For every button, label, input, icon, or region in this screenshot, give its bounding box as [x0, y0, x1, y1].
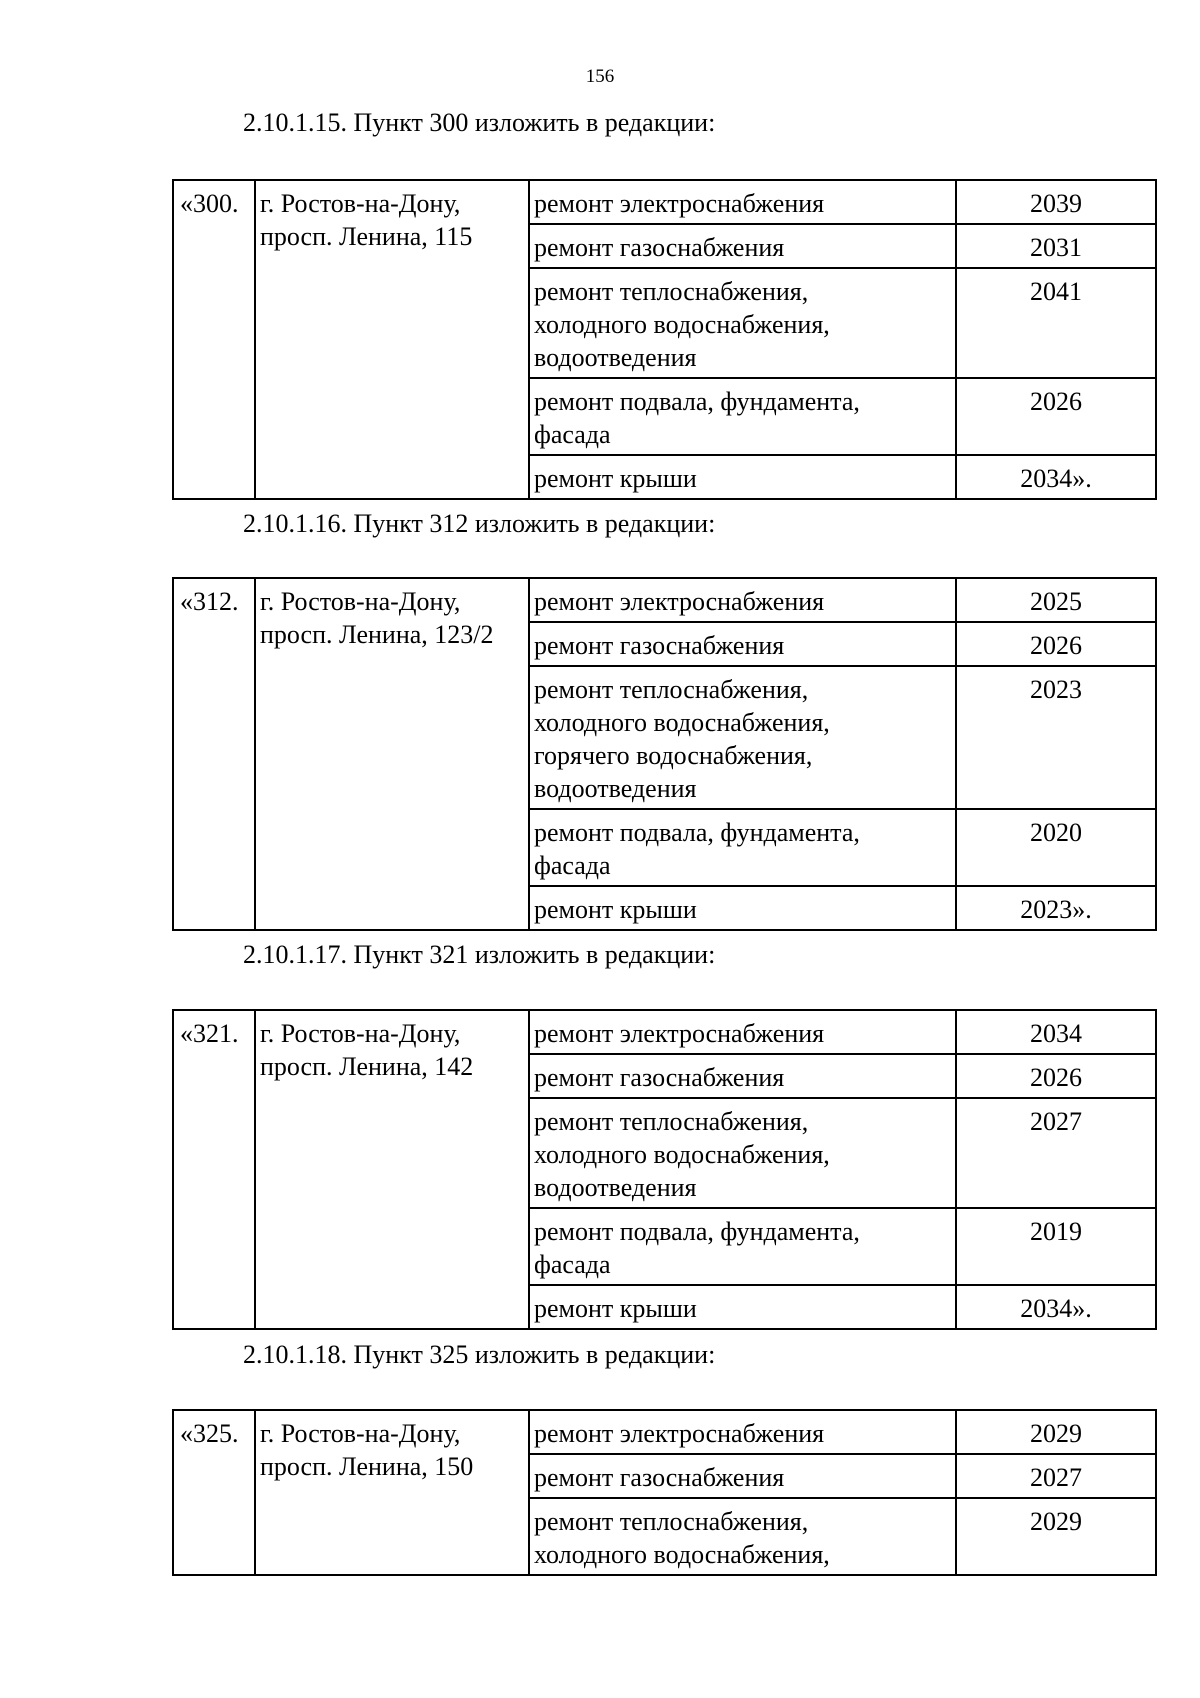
- year-cell: 2029: [956, 1498, 1156, 1575]
- item-number: «300.: [173, 180, 255, 499]
- work-type-line: фасада: [534, 851, 611, 880]
- work-type-cell: [529, 1285, 956, 1329]
- work-type-line: ремонт подвала, фундамента,: [534, 1217, 860, 1246]
- address-line: г. Ростов-на-Дону,: [260, 587, 461, 616]
- address-cell: [255, 1410, 529, 1575]
- section-heading: 2.10.1.16. Пункт 312 изложить в редакции:: [243, 509, 716, 538]
- work-type-line: ремонт крыши: [534, 895, 697, 924]
- work-type-cell: [529, 1010, 956, 1054]
- work-type-line: горячего водоснабжения,: [534, 741, 813, 770]
- year-cell: 2025: [956, 578, 1156, 622]
- section-heading: 2.10.1.15. Пункт 300 изложить в редакции:: [243, 108, 716, 137]
- work-type-cell: [529, 1098, 956, 1208]
- work-type-cell: [529, 1454, 956, 1498]
- year-cell: 2023: [956, 666, 1156, 809]
- work-type-line: водоотведения: [534, 774, 697, 803]
- work-type-line: фасада: [534, 420, 611, 449]
- work-type-line: ремонт подвала, фундамента,: [534, 387, 860, 416]
- work-type-line: водоотведения: [534, 1173, 697, 1202]
- work-type-line: ремонт электроснабжения: [534, 1019, 825, 1048]
- work-type-cell: [529, 622, 956, 666]
- table-row: [173, 1010, 1156, 1054]
- work-type-line: ремонт теплоснабжения,: [534, 1107, 809, 1136]
- address-line: г. Ростов-на-Дону,: [260, 1419, 461, 1448]
- item-number: «325.: [173, 1410, 255, 1575]
- work-type-cell: [529, 1054, 956, 1098]
- year-cell: 2026: [956, 622, 1156, 666]
- amendment-table: [172, 1009, 1157, 1330]
- year-cell: 2034».: [956, 455, 1156, 499]
- work-type-cell: [529, 1498, 956, 1575]
- work-type-line: ремонт газоснабжения: [534, 631, 785, 660]
- work-type-line: ремонт электроснабжения: [534, 1419, 825, 1448]
- section-heading: 2.10.1.17. Пункт 321 изложить в редакции:: [243, 940, 716, 969]
- work-type-line: ремонт газоснабжения: [534, 1063, 785, 1092]
- table-row: [173, 180, 1156, 224]
- work-type-line: ремонт подвала, фундамента,: [534, 818, 860, 847]
- work-type-cell: [529, 1208, 956, 1285]
- work-type-line: ремонт крыши: [534, 1294, 697, 1323]
- year-cell: 2034: [956, 1010, 1156, 1054]
- work-type-line: водоотведения: [534, 343, 697, 372]
- year-cell: 2039: [956, 180, 1156, 224]
- address-line: г. Ростов-на-Дону,: [260, 189, 461, 218]
- table-row: [173, 578, 1156, 622]
- work-type-cell: [529, 455, 956, 499]
- page-number: 156: [585, 66, 615, 87]
- year-cell: 2020: [956, 809, 1156, 886]
- amendment-table: [172, 1409, 1157, 1576]
- year-cell: 2026: [956, 1054, 1156, 1098]
- address-line: просп. Ленина, 115: [260, 222, 473, 251]
- work-type-cell: [529, 809, 956, 886]
- year-cell: 2019: [956, 1208, 1156, 1285]
- work-type-line: ремонт газоснабжения: [534, 1463, 785, 1492]
- address-cell: [255, 578, 529, 930]
- work-type-line: ремонт электроснабжения: [534, 189, 825, 218]
- work-type-line: холодного водоснабжения,: [534, 708, 830, 737]
- year-cell: 2027: [956, 1454, 1156, 1498]
- year-cell: 2029: [956, 1410, 1156, 1454]
- address-cell: [255, 180, 529, 499]
- amendment-table: [172, 179, 1157, 500]
- amendment-table: [172, 577, 1157, 931]
- section-heading: 2.10.1.18. Пункт 325 изложить в редакции:: [243, 1340, 716, 1369]
- work-type-cell: [529, 180, 956, 224]
- address-line: просп. Ленина, 142: [260, 1052, 474, 1081]
- work-type-line: холодного водоснабжения,: [534, 1540, 830, 1569]
- address-line: просп. Ленина, 150: [260, 1452, 474, 1481]
- work-type-cell: [529, 578, 956, 622]
- work-type-line: фасада: [534, 1250, 611, 1279]
- item-number: «312.: [173, 578, 255, 930]
- year-cell: 2026: [956, 378, 1156, 455]
- work-type-line: холодного водоснабжения,: [534, 1140, 830, 1169]
- table-row: [173, 1410, 1156, 1454]
- year-cell: 2041: [956, 268, 1156, 378]
- work-type-line: ремонт электроснабжения: [534, 587, 825, 616]
- work-type-cell: [529, 268, 956, 378]
- work-type-cell: [529, 666, 956, 809]
- year-cell: 2034».: [956, 1285, 1156, 1329]
- work-type-line: ремонт газоснабжения: [534, 233, 785, 262]
- work-type-line: ремонт теплоснабжения,: [534, 675, 809, 704]
- address-line: просп. Ленина, 123/2: [260, 620, 494, 649]
- address-line: г. Ростов-на-Дону,: [260, 1019, 461, 1048]
- item-number: «321.: [173, 1010, 255, 1329]
- work-type-line: ремонт теплоснабжения,: [534, 1507, 809, 1536]
- work-type-line: ремонт крыши: [534, 464, 697, 493]
- work-type-cell: [529, 1410, 956, 1454]
- year-cell: 2031: [956, 224, 1156, 268]
- work-type-line: ремонт теплоснабжения,: [534, 277, 809, 306]
- address-cell: [255, 1010, 529, 1329]
- work-type-cell: [529, 378, 956, 455]
- work-type-cell: [529, 224, 956, 268]
- work-type-cell: [529, 886, 956, 930]
- year-cell: 2023».: [956, 886, 1156, 930]
- work-type-line: холодного водоснабжения,: [534, 310, 830, 339]
- year-cell: 2027: [956, 1098, 1156, 1208]
